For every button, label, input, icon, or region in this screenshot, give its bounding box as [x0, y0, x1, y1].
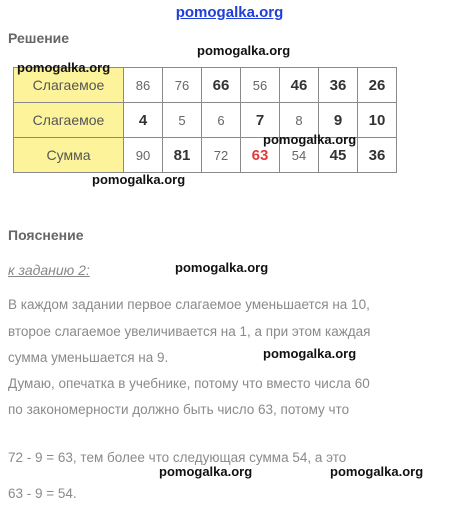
table-cell: 26 — [358, 68, 397, 103]
table-cell: 56 — [241, 68, 280, 103]
explanation-line-4: Думаю, опечатка в учебнике, потому что вместо числа 60 — [8, 376, 370, 391]
table-cell: 86 — [124, 68, 163, 103]
table-cell: 9 — [319, 103, 358, 138]
watermark: pomogalka.org — [197, 43, 291, 58]
row-label: Сумма — [14, 138, 124, 173]
table-cell: 46 — [280, 68, 319, 103]
table-cell: 90 — [124, 138, 163, 173]
table-cell: 76 — [163, 68, 202, 103]
table-cell: 63 — [241, 138, 280, 173]
explanation-line-1: В каждом задании первое слагаемое уменьшается на 10, — [8, 297, 370, 312]
table-cell: 4 — [124, 103, 163, 138]
solution-heading: Решение — [8, 30, 70, 46]
addition-table — [13, 67, 397, 173]
table-cell: 81 — [163, 138, 202, 173]
table-cell: 6 — [202, 103, 241, 138]
table-cell: 36 — [319, 68, 358, 103]
table-cell: 54 — [280, 138, 319, 173]
explanation-line-3: сумма уменьшается на 9. — [8, 350, 169, 365]
watermark: pomogalka.org — [17, 60, 111, 75]
table-cell: 72 — [202, 138, 241, 173]
watermark: pomogalka.org — [330, 464, 424, 479]
explanation-line-2: второе слагаемое увеличивается на 1, а при этом каждая — [8, 324, 371, 339]
table-cell: 7 — [241, 103, 280, 138]
row-label: Слагаемое — [14, 103, 124, 138]
table-cell: 45 — [319, 138, 358, 173]
table-cell: 10 — [358, 103, 397, 138]
table-cell: 66 — [202, 68, 241, 103]
watermark: pomogalka.org — [159, 464, 253, 479]
watermark: pomogalka.org — [263, 132, 357, 147]
table-cell: 5 — [163, 103, 202, 138]
explanation-line-5: по закономерности должно быть число 63, потому что — [8, 402, 350, 417]
watermark: pomogalka.org — [263, 346, 357, 361]
explanation-heading: Пояснение — [8, 227, 84, 243]
watermark: pomogalka.org — [175, 260, 269, 275]
table-cell: 36 — [358, 138, 397, 173]
row-label: Слагаемое — [14, 68, 124, 103]
explanation-line-6: 72 - 9 = 63, тем более что следующая сумма 54, а это — [8, 450, 347, 465]
task-link[interactable]: к заданию 2: — [8, 262, 90, 278]
table-cell: 8 — [280, 103, 319, 138]
explanation-line-7: 63 - 9 = 54. — [8, 486, 77, 501]
watermark: pomogalka.org — [92, 172, 186, 187]
site-watermark-top[interactable]: pomogalka.org — [175, 4, 284, 21]
